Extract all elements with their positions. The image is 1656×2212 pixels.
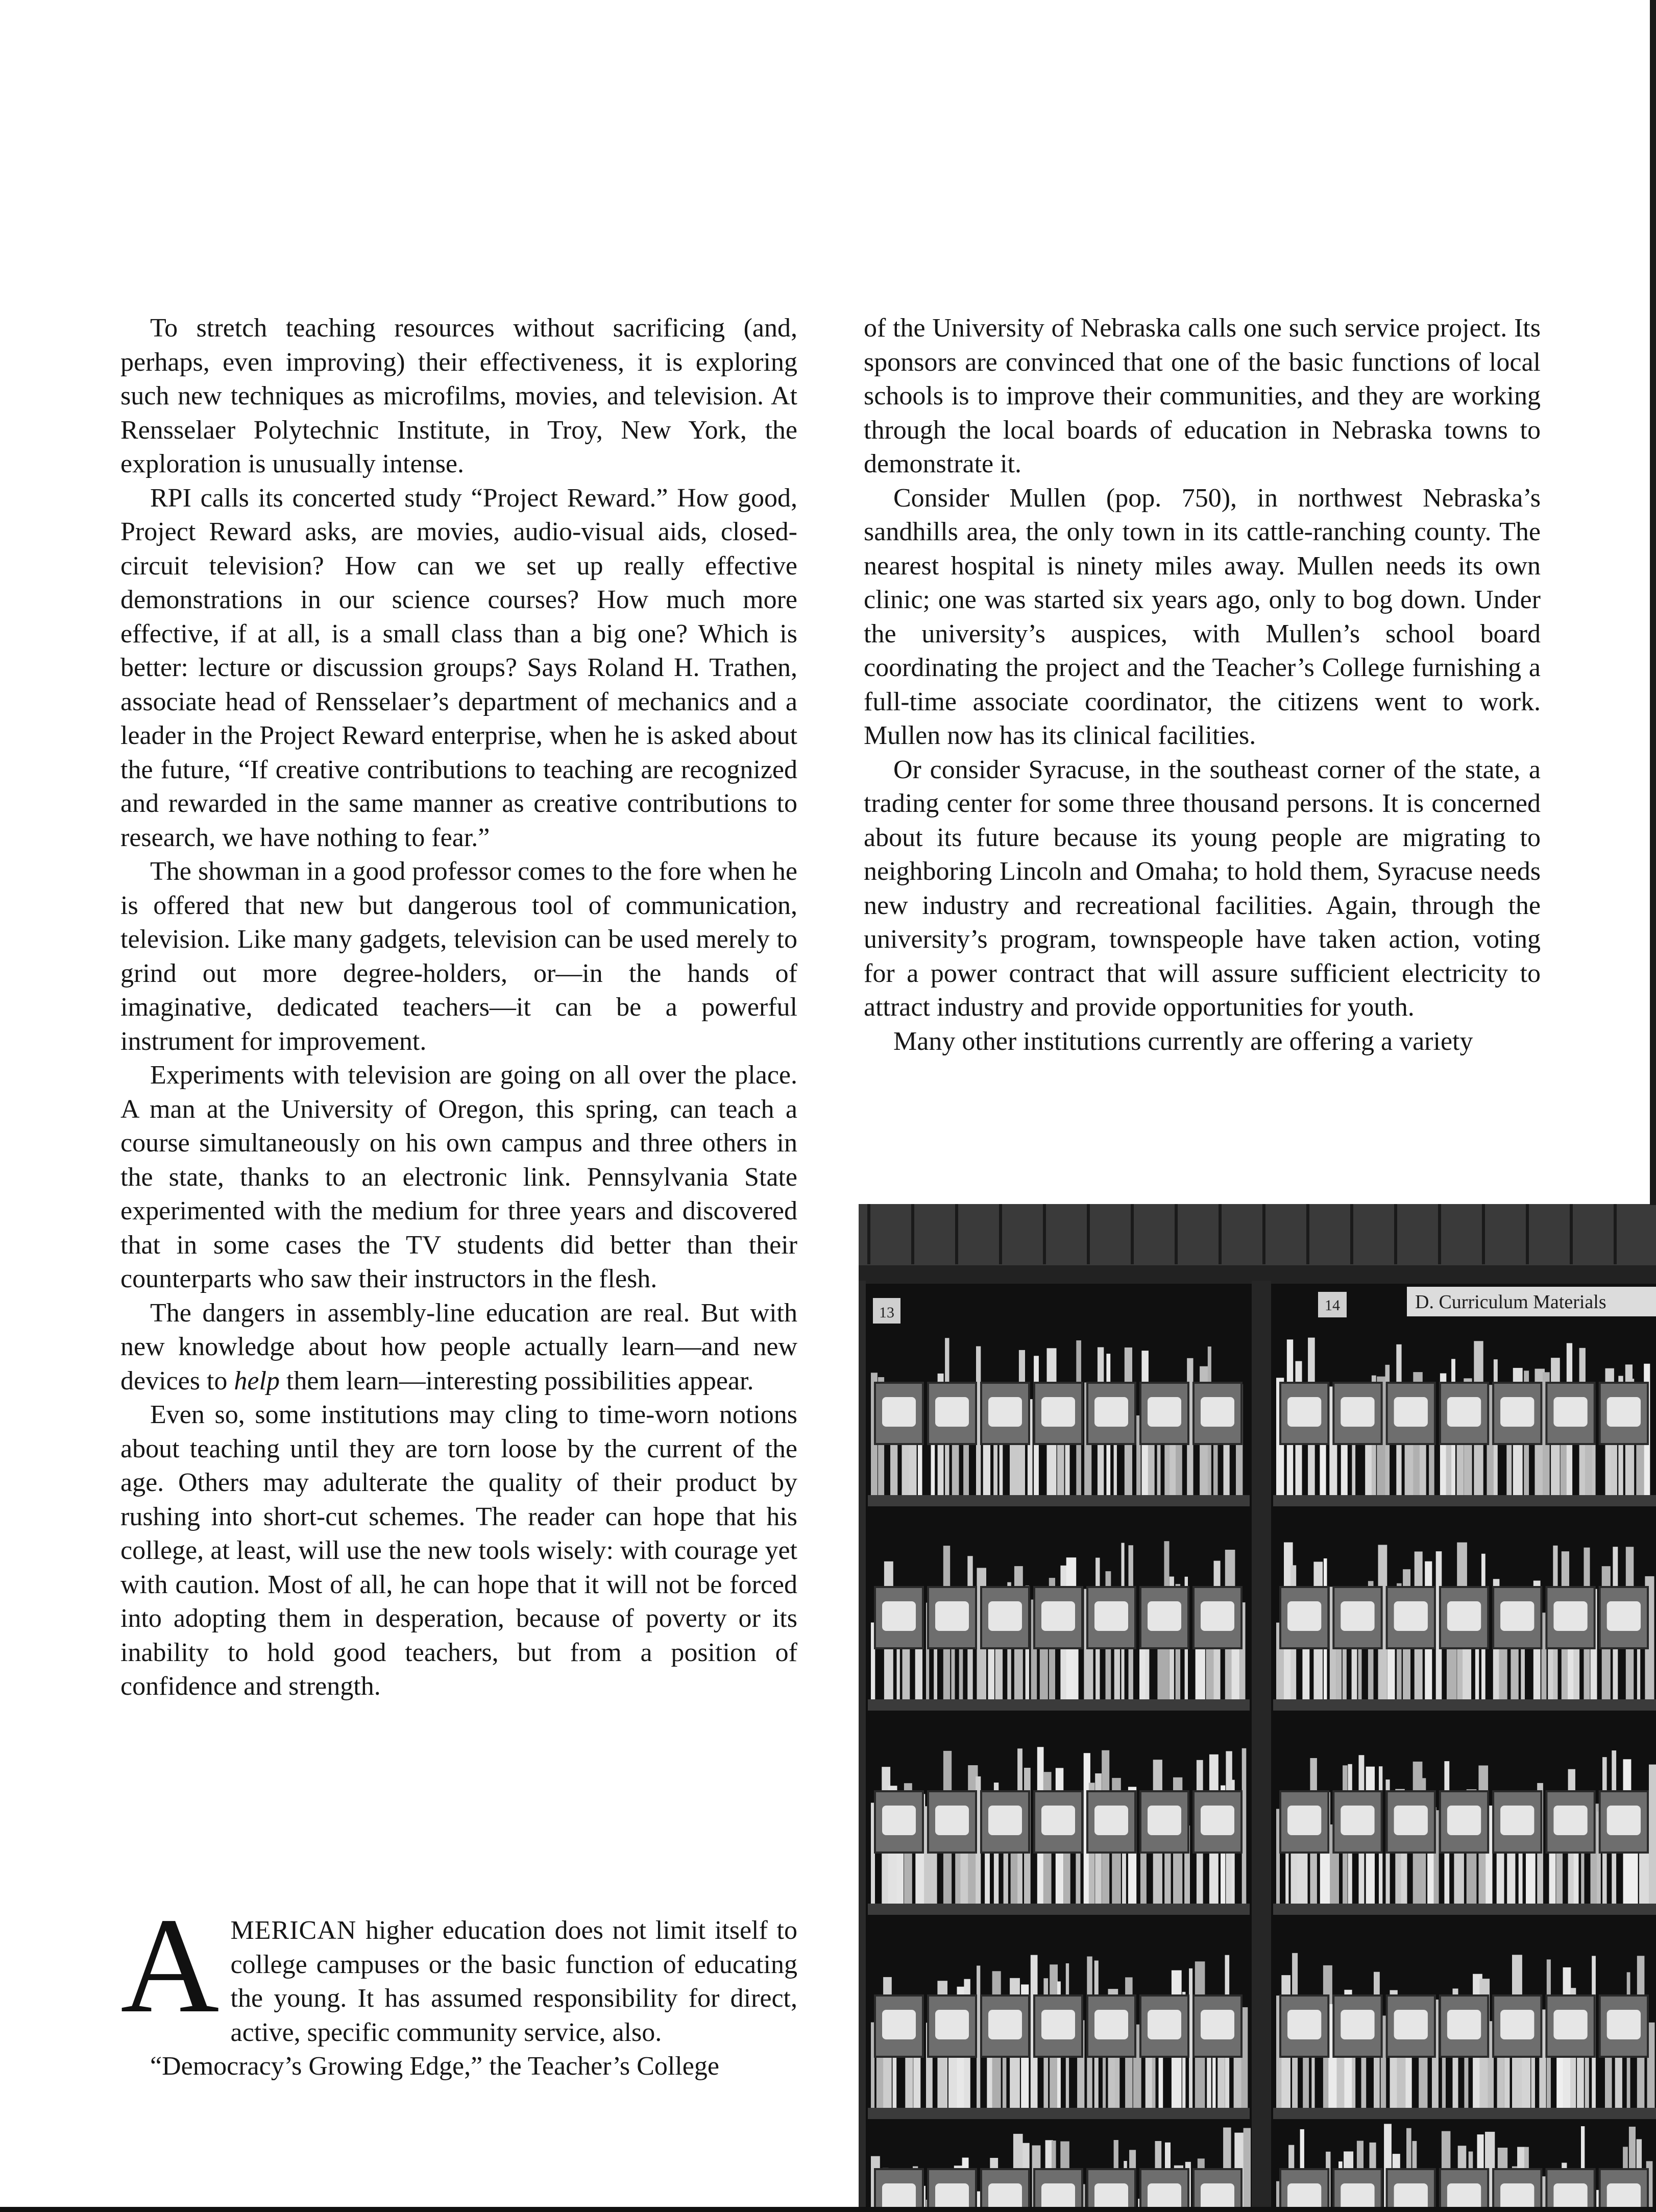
pamphlet bbox=[1276, 1809, 1280, 1904]
box-label bbox=[882, 1806, 916, 1835]
box-label bbox=[988, 2010, 1022, 2039]
text-run: The dangers in assembly-line education are real. But with new knowledge about how people actually learn—and new devices to bbox=[120, 1298, 797, 1396]
box-label bbox=[1553, 1806, 1587, 1835]
box-label bbox=[1607, 1806, 1641, 1835]
shelf-board bbox=[868, 1904, 1250, 1915]
box-label bbox=[1148, 2010, 1181, 2039]
box-label bbox=[1148, 1806, 1181, 1835]
box-label bbox=[1341, 2010, 1374, 2039]
right-text-column bbox=[864, 311, 1541, 1059]
box-label bbox=[1148, 1397, 1181, 1427]
box-label bbox=[1094, 2010, 1128, 2039]
box-label bbox=[1394, 1806, 1428, 1835]
paragraph: Or consider Syracuse, in the southeast corner of the state, a trading center for some three thousand persons. It is concerned about its future because its young people are migrating to neighboring Lincoln and Omaha; to hold them, Syracuse needs new industry and recreational facilities. Again, through the university’s program, townspeople have taken action, voting for a power contract that will assure sufficient electricity to attract industry and provide opportunities for youth. bbox=[864, 755, 1541, 1022]
right-edge-rule bbox=[1650, 0, 1656, 1205]
box-label bbox=[1201, 1601, 1234, 1631]
box-label bbox=[882, 1397, 916, 1427]
left-text-column bbox=[120, 311, 797, 1704]
shelf-number: 13 bbox=[879, 1304, 894, 1321]
box-label bbox=[1287, 1397, 1321, 1427]
pamphlet bbox=[1244, 2128, 1251, 2212]
emphasis: help bbox=[234, 1366, 280, 1396]
paragraph: of the University of Nebraska calls one such service project. Its sponsors are convinced that one of the basic functions of local schools is to improve their communities, and they are working through the local boards of education in Nebraska towns to demonstrate it. bbox=[864, 314, 1541, 478]
paragraph: “Democracy’s Growing Edge,” the Teacher’s College bbox=[150, 2052, 719, 2081]
paragraph: To stretch teaching resources without sacrificing (and, perhaps, even improving) their effectiveness, it is exploring such new techniques as microfilms, movies, and television. At Rensselaer Polytechnic Institute, in Troy, New York, the exploration is unusually intense. bbox=[120, 314, 797, 478]
box-label bbox=[1041, 1806, 1075, 1835]
pamphlet bbox=[977, 1966, 980, 2108]
box-label bbox=[1607, 2010, 1641, 2039]
box-label bbox=[935, 1601, 969, 1631]
paragraph: RPI calls its concerted study “Project Reward.” How good, Project Reward asks, are movies, audio-visual aids, closed-circuit television? How can we set up really effective demonstrations in our science courses? How much more effective, if at all, is a small class than a big one? Which is better: lecture or discussion groups? Says Roland H. Trathen, associate head of Rensselaer’s department of mechanics and a leader in the Project Reward enterprise, when he is asked about the future, “If creative contributions to teaching are recognized and rewarded in the same manner as creative contributions to research, we have nothing to fear.” bbox=[120, 483, 797, 852]
box-label bbox=[988, 1806, 1022, 1835]
shelf-board bbox=[868, 1699, 1250, 1711]
box-label bbox=[1447, 1601, 1481, 1631]
shelf-board bbox=[1273, 1699, 1656, 1711]
box-label bbox=[1287, 1806, 1321, 1835]
box-label bbox=[935, 1397, 969, 1427]
shelf-board bbox=[1273, 2108, 1656, 2119]
text-run: them learn—interesting possibilities appear. bbox=[279, 1366, 754, 1396]
pamphlet bbox=[1649, 1765, 1656, 1904]
curriculum-sign: D. Curriculum Materials bbox=[1415, 1291, 1606, 1313]
shelf-board bbox=[1273, 1495, 1656, 1506]
shelf-number: 14 bbox=[1325, 1297, 1340, 1314]
paragraph bbox=[120, 1889, 797, 2050]
box-label bbox=[1553, 1397, 1587, 1427]
bottom-rule bbox=[0, 2207, 1656, 2212]
box-label bbox=[1500, 1397, 1534, 1427]
section-american-higher-education bbox=[120, 1889, 797, 2084]
text-run: higher education does not limit itself to college campuses or the basic function of educating the young. It has assumed responsibility for direct, active, specific community service, also. bbox=[230, 1916, 797, 2047]
pamphlet bbox=[1189, 1968, 1192, 2108]
paragraph bbox=[120, 1296, 797, 1399]
drop-cap: A bbox=[120, 1889, 220, 2041]
box-label bbox=[1500, 1601, 1534, 1631]
box-label bbox=[1287, 2010, 1321, 2039]
box-label bbox=[1041, 2010, 1075, 2039]
box-label bbox=[1094, 1601, 1128, 1631]
shelf-board bbox=[868, 2108, 1250, 2119]
box-label bbox=[1447, 1806, 1481, 1835]
box-label bbox=[1394, 1397, 1428, 1427]
box-label bbox=[1341, 1806, 1374, 1835]
box-label bbox=[1094, 1397, 1128, 1427]
box-label bbox=[1500, 2010, 1534, 2039]
box-label bbox=[1447, 2010, 1481, 2039]
box-label bbox=[1287, 1601, 1321, 1631]
box-label bbox=[1341, 1397, 1374, 1427]
box-label bbox=[1500, 1806, 1534, 1835]
paragraph: Even so, some institutions may cling to time-worn notions about teaching until they are torn loose by the current of the age. Others may adulterate the quality of their product by rushing into short-cut schemes. The reader can hope that his college, at least, will use the new tools wisely: with courage yet with caution. Most of all, he can hope that it will not be forced into adopting them in desperation, because of poverty or its inability to hold good teachers, but from a position of confidence and strength. bbox=[120, 1400, 797, 1701]
box-label bbox=[882, 1601, 916, 1631]
box-label bbox=[1201, 2010, 1234, 2039]
box-label bbox=[1201, 1806, 1234, 1835]
shelf-board bbox=[868, 1495, 1250, 1506]
paragraph: Experiments with television are going on all over the place. A man at the University of Oregon, this spring, can teach a course simultaneously on his own campus and three others in the state, thanks to an electronic link. Pennsylvania State experimented with the medium for three years and discovered that in some cases the TV students did better than their counterparts who saw their instructors in the flesh. bbox=[120, 1061, 797, 1293]
box-label bbox=[988, 1601, 1022, 1631]
shelves-illustration bbox=[859, 1204, 1656, 2212]
box-label bbox=[882, 2010, 916, 2039]
box-label bbox=[1094, 1806, 1128, 1835]
box-label bbox=[935, 2010, 969, 2039]
box-label bbox=[1607, 1397, 1641, 1427]
box-label bbox=[1553, 2010, 1587, 2039]
box-label bbox=[1447, 1397, 1481, 1427]
box-label bbox=[1394, 1601, 1428, 1631]
box-label bbox=[1041, 1601, 1075, 1631]
box-label bbox=[1553, 1601, 1587, 1631]
shelf-board bbox=[1273, 1904, 1656, 1915]
box-label bbox=[1041, 1397, 1075, 1427]
box-label bbox=[935, 1806, 969, 1835]
lead-caps: MERICAN bbox=[230, 1916, 357, 1945]
paragraph: Many other institutions currently are offering a variety bbox=[893, 1026, 1473, 1056]
box-label bbox=[988, 1397, 1022, 1427]
paragraph: The showman in a good professor comes to the fore when he is offered that new but dangerous tool of communication, television. Like many gadgets, television can be used merely to grind out more degree-holders, or—in the hands of imaginative, dedicated teachers—it can be a powerful instrument for improvement. bbox=[120, 857, 797, 1056]
box-label bbox=[1607, 1601, 1641, 1631]
box-label bbox=[1201, 1397, 1234, 1427]
box-label bbox=[1341, 1601, 1374, 1631]
paragraph: Consider Mullen (pop. 750), in northwest Nebraska’s sandhills area, the only town in its cattle-ranching county. The nearest hospital is ninety miles away. Mullen needs its own clinic; one was started six years ago, only to bog down. Under the university’s auspices, with Mullen’s school board coordinating the project and the Teacher’s College furnishing a full-time associate coordinator, the citizens went to work. Mullen now has its clinical facilities. bbox=[864, 483, 1541, 750]
box-label bbox=[1394, 2010, 1428, 2039]
library-shelves-photo bbox=[859, 1204, 1656, 2212]
box-label bbox=[1148, 1601, 1181, 1631]
